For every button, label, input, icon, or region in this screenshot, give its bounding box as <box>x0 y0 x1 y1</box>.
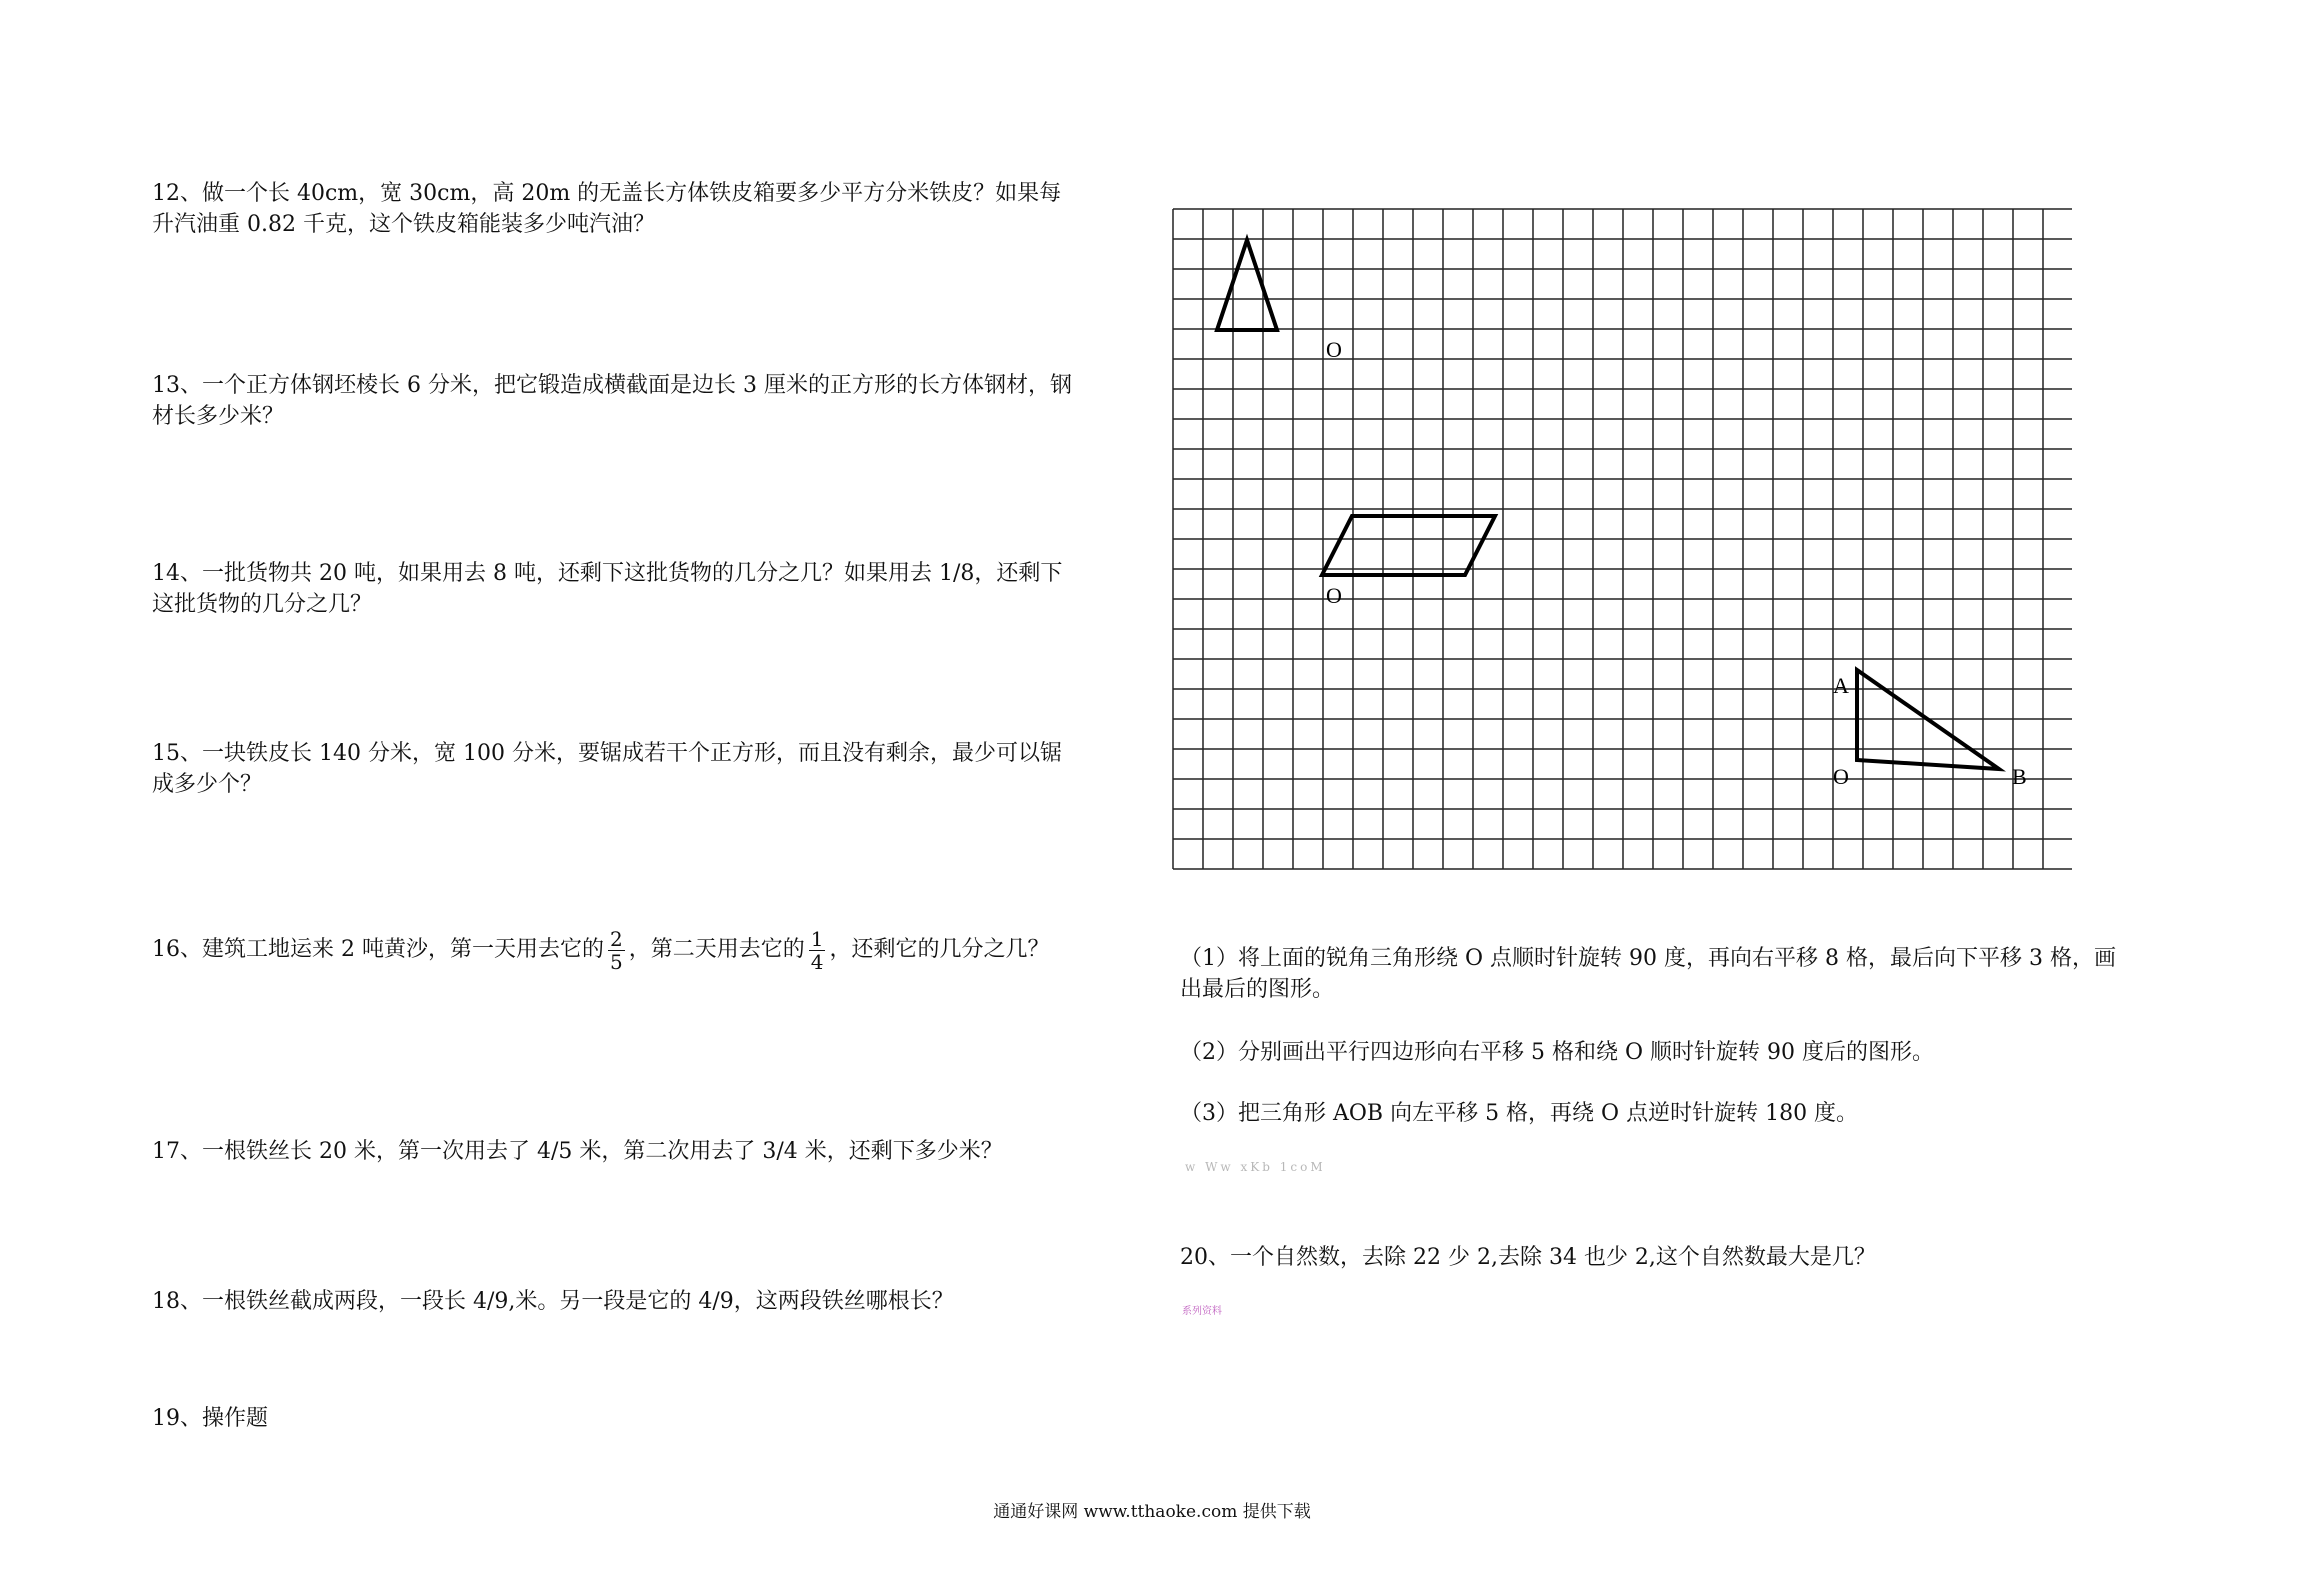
question-17: 17、一根铁丝长 20 米，第一次用去了 4/5 米，第二次用去了 3/4 米，还剩下多少米？ <box>152 1139 1003 1164</box>
task-2: （2）分别画出平行四边形向右平移 5 格和绕 O 顺时针旋转 90 度后的图形。 <box>1180 1040 1934 1065</box>
grid-lines <box>1173 209 2072 869</box>
parallelogram-shape <box>1322 516 1495 575</box>
parallelogram-O-label: O <box>1326 583 1342 608</box>
fraction-denominator: 4 <box>810 949 824 974</box>
question-19: 19、操作题 <box>152 1406 268 1431</box>
series-stamp: 系列资料 <box>1182 1306 1222 1317</box>
acute-triangle-shape <box>1217 240 1277 330</box>
fraction-denominator: 5 <box>609 949 623 974</box>
question-20: 20、一个自然数，去除 22 少 2,去除 34 也少 2,这个自然数最大是几？ <box>1180 1245 1876 1270</box>
fraction-numerator: 1 <box>810 926 824 951</box>
right-triangle-O-label: O <box>1833 764 1849 789</box>
question-13: 13、一个正方体钢坯棱长 6 分米，把它锻造成横截面是边长 3 厘米的正方形的长方体钢材，钢材长多少米？ <box>152 373 1072 429</box>
grid-diagram <box>1172 208 2072 880</box>
question-14: 14、一批货物共 20 吨，如果用去 8 吨，还剩下这批货物的几分之几？如果用去 1/8，还剩下这批货物的几分之几？ <box>152 561 1063 617</box>
question-16-text-2: ，第二天用去它的 <box>628 937 805 962</box>
fraction-numerator: 2 <box>609 926 623 951</box>
question-16-text-3: ，还剩它的几分之几？ <box>829 937 1050 962</box>
question-16 <box>152 925 1072 975</box>
footer-credit: 通通好课网 www.tthaoke.com 提供下载 <box>993 1502 1311 1522</box>
right-triangle-B-label: B <box>2012 764 2027 789</box>
parallelogram <box>1322 516 1495 608</box>
right-triangle-A-label: A <box>1833 673 1849 698</box>
question-16-text-1: 16、建筑工地运来 2 吨黄沙，第一天用去它的 <box>152 937 604 962</box>
right-triangle-AOB <box>1833 670 2027 789</box>
watermark-text: w Ww xKb 1coM <box>1185 1160 1326 1174</box>
question-15: 15、一块铁皮长 140 分米，宽 100 分米，要锯成若干个正方形，而且没有剩余，最少可以锯成多少个？ <box>152 741 1062 797</box>
task-1: （1）将上面的锐角三角形绕 O 点顺时针旋转 90 度，再向右平移 8 格，最后向下平移 3 格，画出最后的图形。 <box>1180 946 2116 1002</box>
triangle-O-label: O <box>1326 337 1342 362</box>
task-3: （3）把三角形 AOB 向左平移 5 格，再绕 O 点逆时针旋转 180 度。 <box>1180 1101 1859 1126</box>
fraction-two-fifths <box>608 928 625 973</box>
question-12: 12、做一个长 40cm，宽 30cm，高 20m 的无盖长方体铁皮箱要多少平方分米铁皮？如果每升汽油重 0.82 千克，这个铁皮箱能装多少吨汽油？ <box>152 181 1062 237</box>
fraction-one-quarter <box>809 928 826 973</box>
question-18: 18、一根铁丝截成两段，一段长 4/9,米。另一段是它的 4/9，这两段铁丝哪根长？ <box>152 1289 954 1314</box>
